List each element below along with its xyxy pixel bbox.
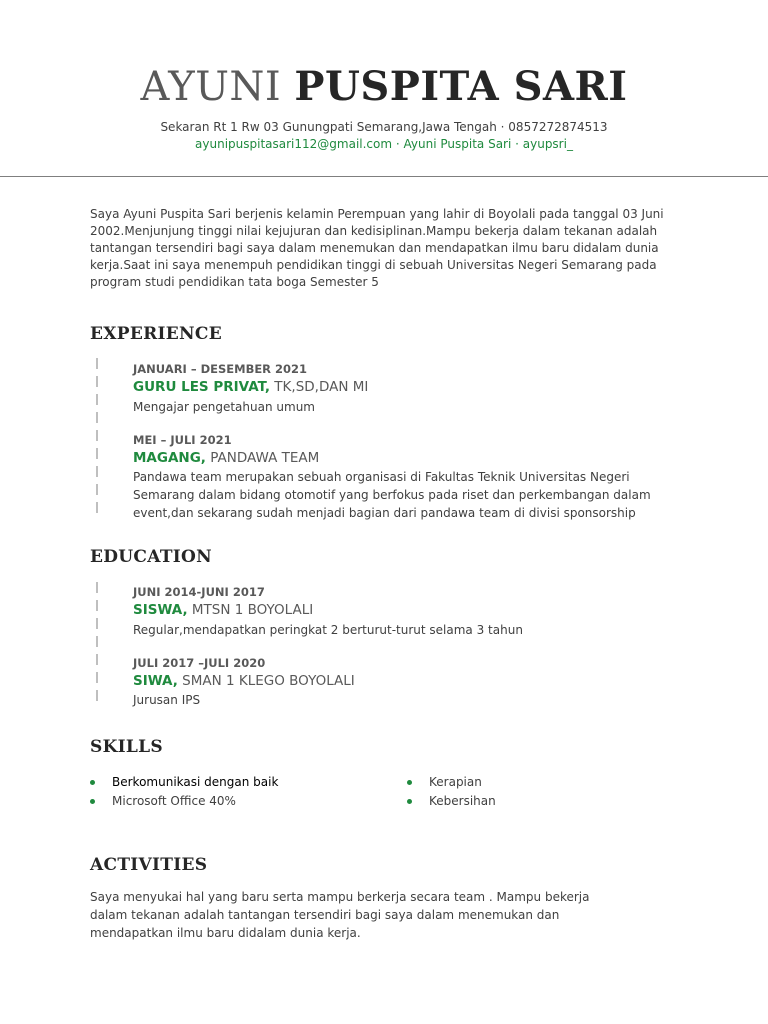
role-organization: PANDAWA TEAM bbox=[205, 450, 320, 466]
header-divider bbox=[0, 176, 768, 177]
role-title: GURU LES PRIVAT, bbox=[133, 379, 271, 395]
skill-label: Berkomunikasi dengan baik bbox=[112, 775, 279, 789]
entry-date: JANUARI – DESEMBER 2021 bbox=[133, 362, 308, 376]
skills-heading: SKILLS bbox=[90, 737, 163, 757]
experience-timeline bbox=[96, 358, 98, 520]
entry-role bbox=[133, 377, 693, 397]
education-entry bbox=[133, 584, 693, 639]
experience-entry bbox=[133, 361, 693, 416]
contact-links-line[interactable]: ayunipuspitasari112@gmail.com · Ayuni Puspita Sari · ayupsri_ bbox=[195, 137, 573, 151]
entry-description: Mengajar pengetahuan umum bbox=[133, 400, 315, 414]
last-name: PUSPITA SARI bbox=[294, 63, 628, 110]
entry-date: JULI 2017 –JULI 2020 bbox=[133, 656, 266, 670]
profile-summary: Saya Ayuni Puspita Sari berjenis kelamin Perempuan yang lahir di Boyolali pada tanggal 03 Juni 2002.Menjunjung tinggi nilai kejujuran dan kedisiplinan.Mampu bekerja dalam tekanan adalah tantangan tersendiri bagi saya dalam menemukan dan mendapatkan ilmu baru didalam dunia kerja.Saat ini saya menempuh pendidikan tinggi di sebuah Universitas Negeri Semarang pada program studi pendidikan tata boga Semester 5 bbox=[90, 207, 664, 289]
address-phone-line: Sekaran Rt 1 Rw 03 Gunungpati Semarang,Jawa Tengah · 0857272874513 bbox=[160, 120, 608, 134]
first-name: AYUNI bbox=[140, 64, 282, 110]
skill-label: Kebersihan bbox=[429, 794, 496, 808]
experience-entry bbox=[133, 432, 693, 522]
role-title: MAGANG, bbox=[133, 450, 206, 466]
activities-text: Saya menyukai hal yang baru serta mampu berkerja secara team . Mampu bekerja dalam tekanan adalah tantangan tersendiri bagi saya dalam menemukan dan mendapatkan ilmu baru didalam dunia kerja. bbox=[90, 890, 590, 940]
bullet-icon bbox=[407, 780, 412, 785]
education-timeline bbox=[96, 582, 98, 708]
skill-label: Kerapian bbox=[429, 775, 482, 789]
role-organization: TK,SD,DAN MI bbox=[270, 379, 369, 395]
activities-heading: ACTIVITIES bbox=[90, 855, 208, 875]
experience-heading: EXPERIENCE bbox=[90, 324, 222, 344]
candidate-name bbox=[0, 58, 768, 116]
entry-date: MEI – JULI 2021 bbox=[133, 433, 232, 447]
skill-label: Microsoft Office 40% bbox=[112, 794, 236, 808]
role-organization: SMAN 1 KLEGO BOYOLALI bbox=[177, 673, 355, 689]
entry-role bbox=[133, 600, 693, 620]
entry-role bbox=[133, 671, 693, 691]
bullet-icon bbox=[90, 799, 95, 804]
skill-item bbox=[90, 792, 236, 811]
role-title: SIWA, bbox=[133, 673, 178, 689]
entry-role bbox=[133, 448, 693, 468]
bullet-icon bbox=[90, 780, 95, 785]
skill-item bbox=[90, 773, 278, 792]
entry-description: Jurusan IPS bbox=[133, 693, 201, 707]
entry-description: Pandawa team merupakan sebuah organisasi di Fakultas Teknik Universitas Negeri Semarang dalam bidang otomotif yang berfokus pada riset dan perkembangan dalam event,dan sekarang sudah menjadi bagian dari pandawa team di divisi sponsorship bbox=[133, 470, 651, 520]
role-organization: MTSN 1 BOYOLALI bbox=[187, 602, 314, 618]
entry-description: Regular,mendapatkan peringkat 2 berturut-turut selama 3 tahun bbox=[133, 623, 523, 637]
education-entry bbox=[133, 655, 693, 709]
role-title: SISWA, bbox=[133, 602, 188, 618]
skill-item bbox=[407, 792, 496, 811]
skill-item bbox=[407, 773, 482, 792]
entry-date: JUNI 2014-JUNI 2017 bbox=[133, 585, 265, 599]
education-heading: EDUCATION bbox=[90, 547, 212, 567]
resume-header bbox=[0, 58, 768, 153]
bullet-icon bbox=[407, 799, 412, 804]
